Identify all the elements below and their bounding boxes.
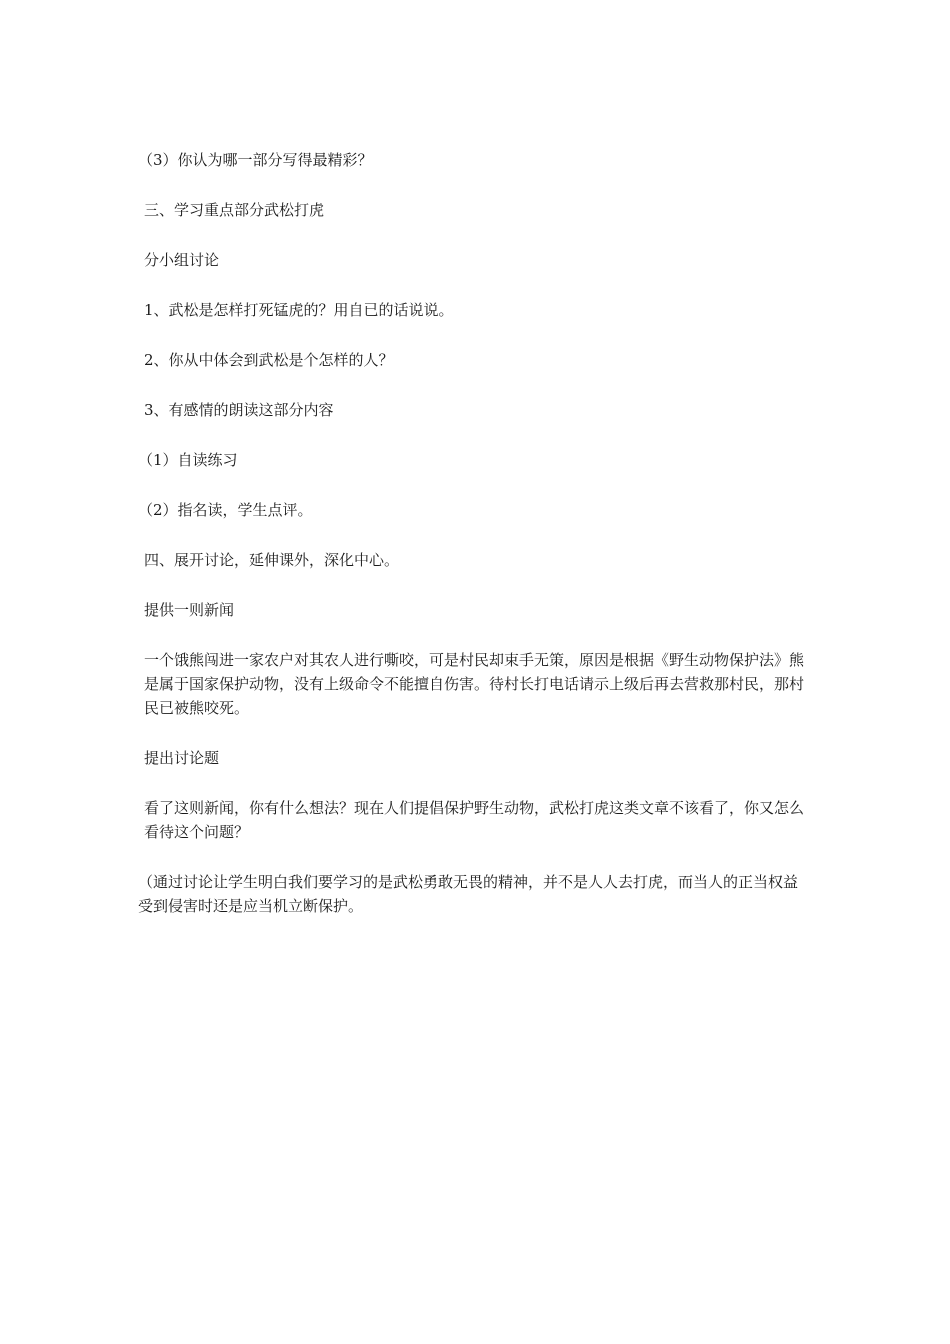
discussion-conclusion: （通过讨论让学生明白我们要学习的是武松勇敢无畏的精神，并不是人人去打虎，而当人的正当权益受到侵害时还是应当机立断保护。 <box>138 873 799 915</box>
reading-step-1: （1）自读练习 <box>138 451 238 469</box>
news-story: 一个饿熊闯进一家农户对其农人进行嘶咬，可是村民却束手无策，原因是根据《野生动物保护法》熊是属于国家保护动物，没有上级命令不能擅自伤害。待村长打电话请示上级后再去营救那村民，那村民已被熊咬死。 <box>144 651 805 717</box>
reading-step-2: （2）指名读，学生点评。 <box>138 501 313 519</box>
question-3: （3）你认为哪一部分写得最精彩？ <box>138 151 373 169</box>
section-3-heading: 三、学习重点部分武松打虎 <box>144 201 325 219</box>
news-intro: 提供一则新闻 <box>144 601 235 619</box>
discussion-item-3: 3、有感情的朗读这部分内容 <box>144 401 334 419</box>
discussion-topic: 看了这则新闻，你有什么想法？现在人们提倡保护野生动物，武松打虎这类文章不该看了，你又怎么看待这个问题？ <box>144 799 805 841</box>
discussion-item-1: 1、武松是怎样打死锰虎的？用自已的话说说。 <box>144 301 454 319</box>
section-4-heading: 四、展开讨论，延伸课外，深化中心。 <box>144 551 400 569</box>
discussion-topic-label: 提出讨论题 <box>144 749 220 767</box>
discussion-item-2: 2、你从中体会到武松是个怎样的人？ <box>144 351 394 369</box>
group-discussion: 分小组讨论 <box>144 251 220 269</box>
document-body <box>138 148 810 944</box>
